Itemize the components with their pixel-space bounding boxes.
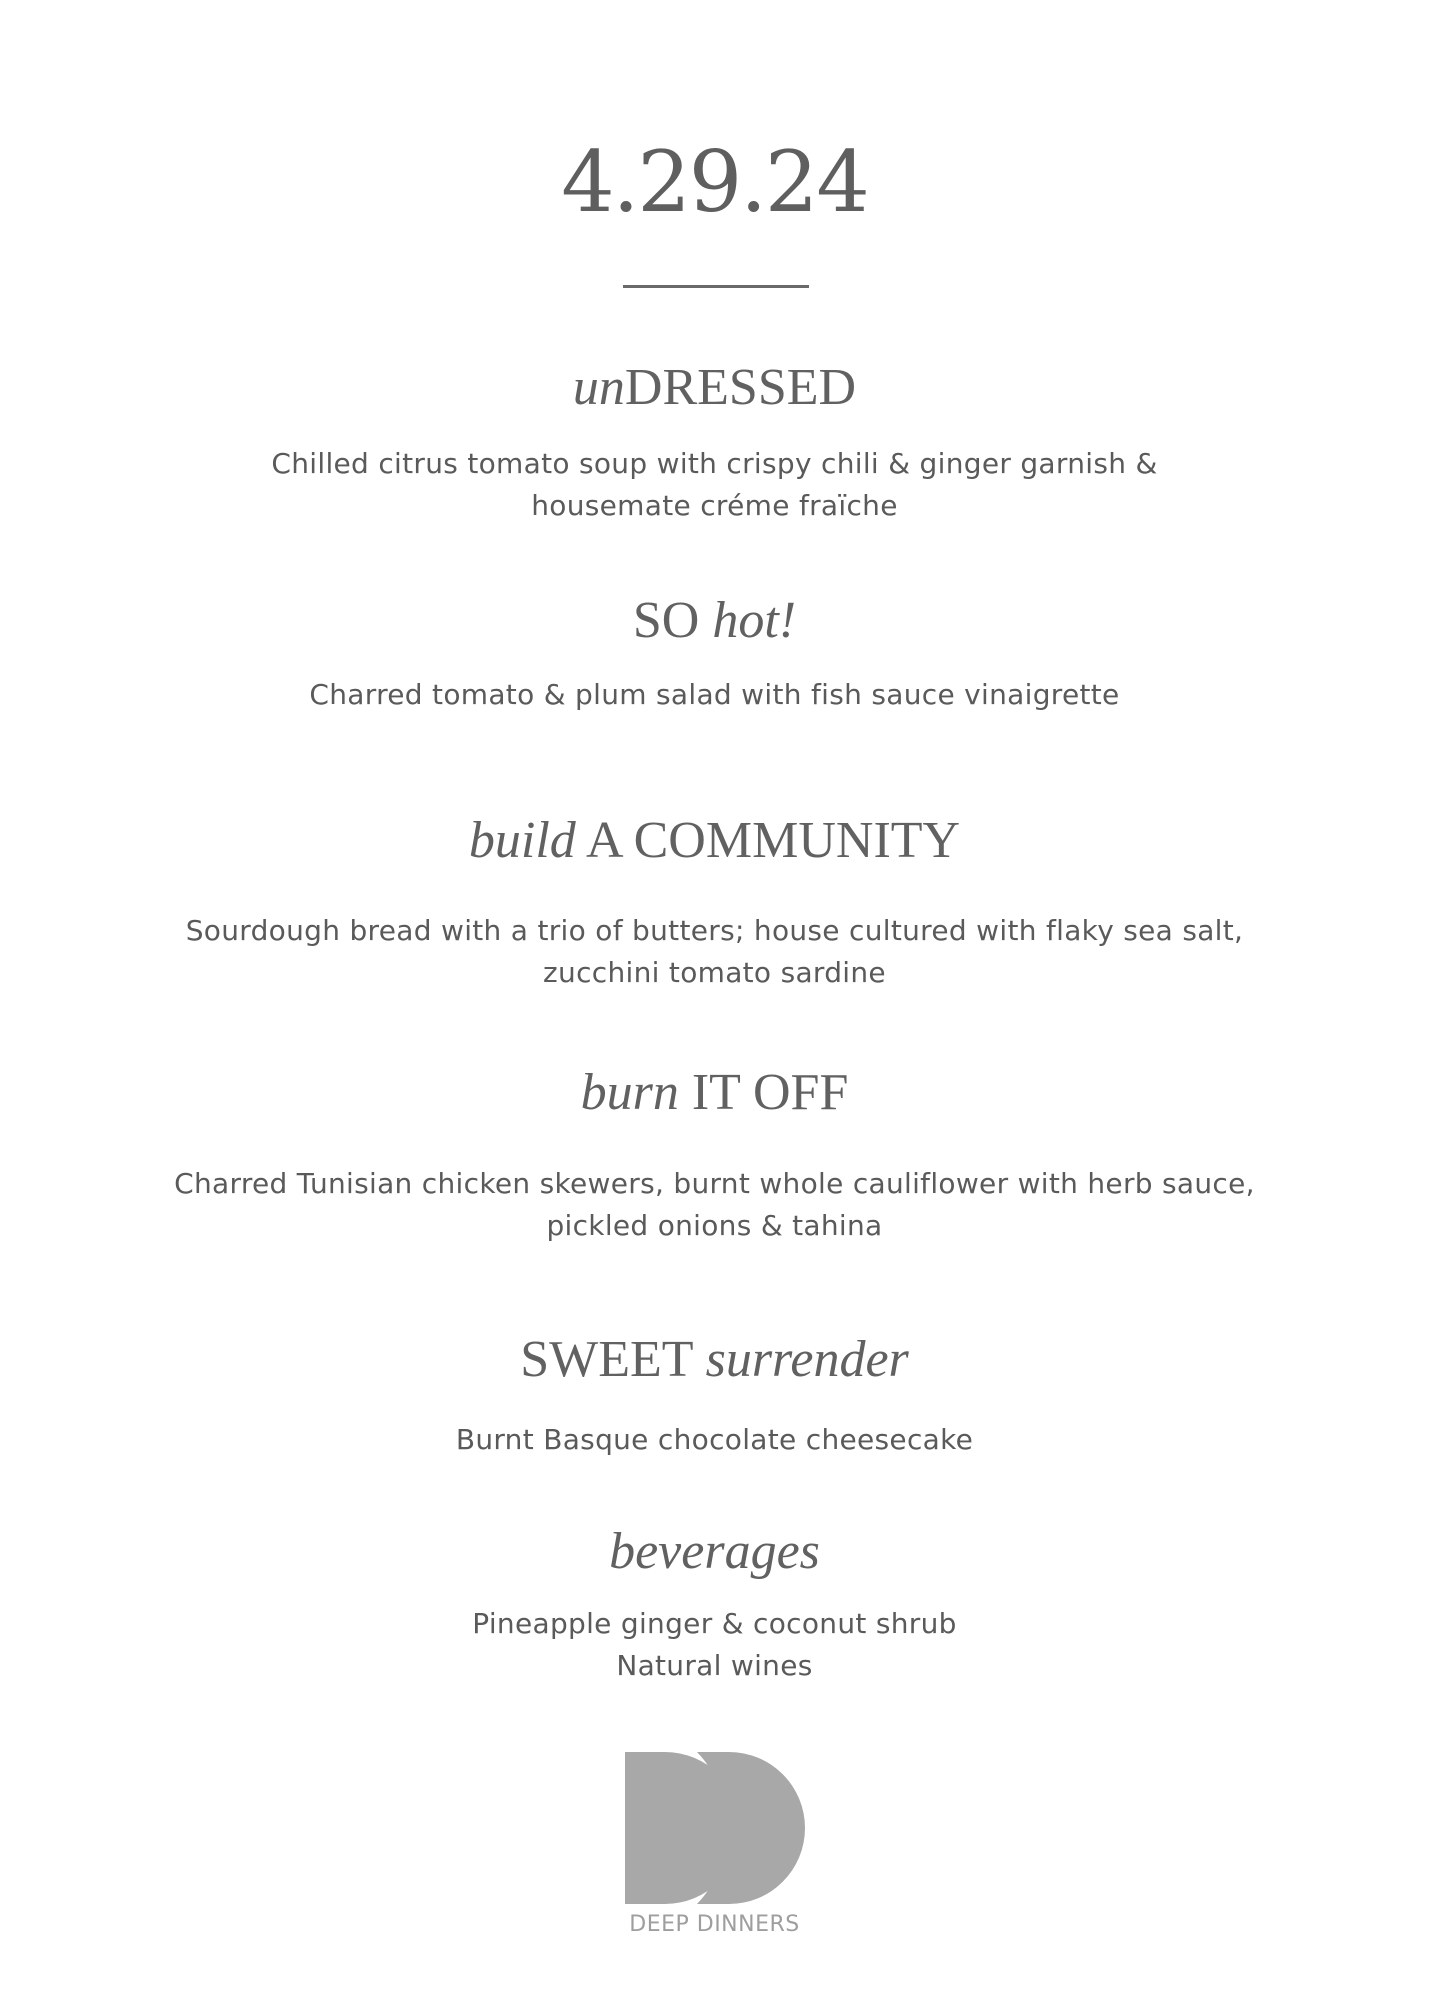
course-title-sweet-surrender [0,1331,1429,1388]
brand-name: DEEP DINNERS [629,1912,800,1937]
course-description-burn-it-off [150,1163,1279,1247]
menu-date: 4.29.24 [561,133,868,231]
course-description-undressed [150,443,1279,527]
course-title-roman: SWEET [520,1331,706,1388]
description-line: Charred tomato & plum salad with fish sauce vinaigrette [309,678,1120,711]
description-line: pickled onions & tahina [546,1209,883,1242]
course-title-italic: surrender [705,1331,909,1388]
course-description-so-hot [150,674,1279,716]
course-title-roman: DRESSED [624,359,857,416]
course-title-italic: build [468,812,576,869]
description-line: Burnt Basque chocolate cheesecake [455,1423,974,1456]
description-line: Sourdough bread with a trio of butters; house cultured with flaky sea salt, [185,914,1244,947]
course-title-italic: beverages [609,1523,820,1580]
course-title-italic: un [572,359,625,416]
course-title-roman: SO [632,592,713,649]
description-line: Pineapple ginger & coconut shrub [472,1607,957,1640]
course-description-sweet-surrender [150,1419,1279,1461]
course-description-beverages [150,1603,1279,1687]
description-line: zucchini tomato sardine [543,956,886,989]
course-title-undressed [0,359,1429,416]
description-line: Charred Tunisian chicken skewers, burnt whole cauliflower with herb sauce, [174,1167,1255,1200]
course-title-roman: IT OFF [678,1064,849,1121]
description-line: Natural wines [616,1649,813,1682]
divider [623,285,809,288]
course-description-build-a-community [150,910,1279,994]
course-title-beverages [0,1523,1429,1580]
description-line: Chilled citrus tomato soup with crispy chili & ginger garnish & [271,447,1158,480]
course-title-roman: A COMMUNITY [575,812,961,869]
dd-monogram-icon [625,1752,810,1904]
course-title-burn-it-off [0,1064,1429,1121]
course-title-italic: burn [580,1064,679,1121]
course-title-italic: hot! [712,592,797,649]
course-title-so-hot [0,592,1429,649]
description-line: housemate créme fraïche [531,489,898,522]
course-title-build-a-community [0,812,1429,869]
